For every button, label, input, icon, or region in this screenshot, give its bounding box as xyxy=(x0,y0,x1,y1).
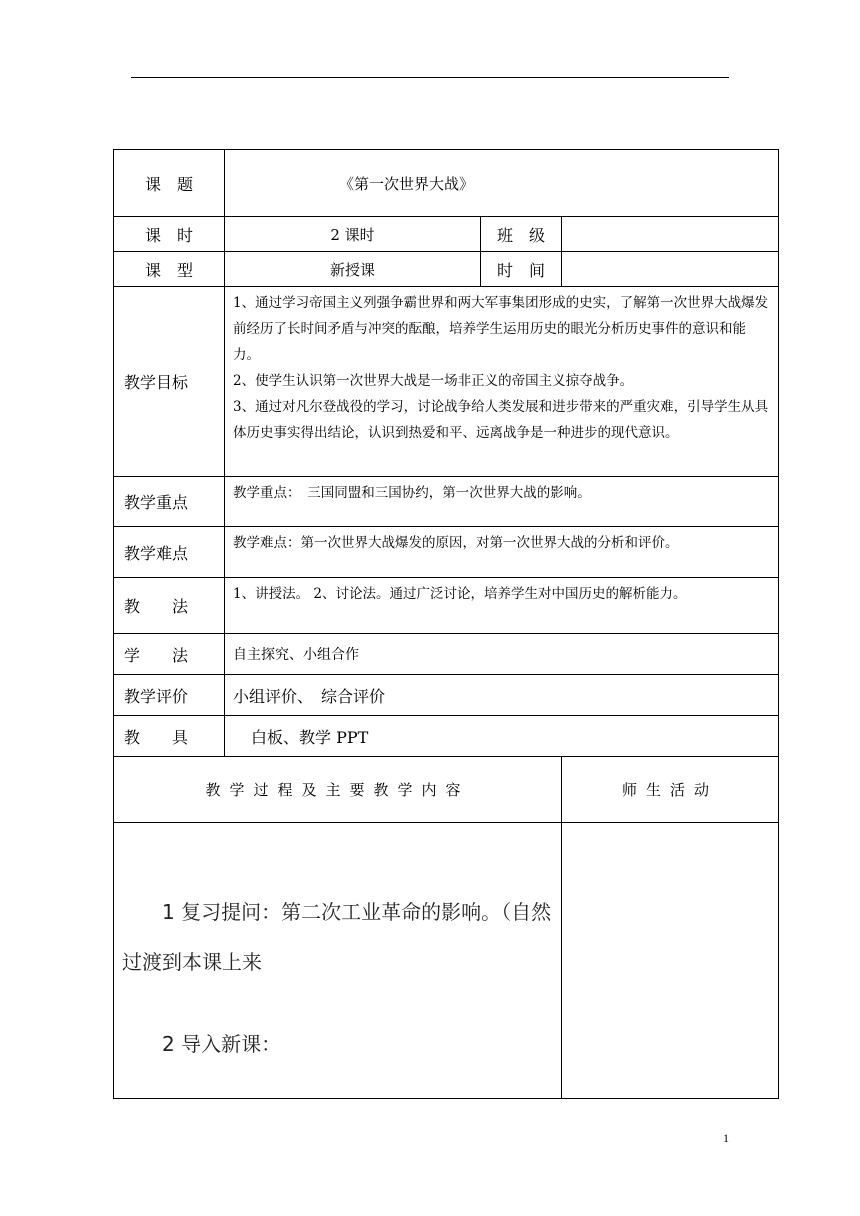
header-rule xyxy=(131,77,729,78)
process-line: 2 导入新课： xyxy=(162,1032,282,1056)
row-tools xyxy=(114,716,779,757)
type-label: 课 型 xyxy=(114,252,225,287)
time-value xyxy=(562,252,779,287)
type-value: 新授课 xyxy=(225,252,481,287)
evaluation-label: 教学评价 xyxy=(114,675,225,716)
evaluation-value: 小组评价、 综合评价 xyxy=(225,675,779,716)
difficulties-label: 教学难点 xyxy=(114,527,225,578)
objectives-list xyxy=(225,287,779,477)
process-content xyxy=(114,823,562,1099)
key-points-value: 教学重点： 三国同盟和三国协约，第一次世界大战的影响。 xyxy=(225,477,779,527)
process-header: 教学过程及主要教学内容 xyxy=(114,757,562,823)
class-value xyxy=(562,217,779,252)
class-label: 班 级 xyxy=(481,217,562,252)
row-topic xyxy=(114,150,779,217)
difficulties-value: 教学难点：第一次世界大战爆发的原因，对第一次世界大战的分析和评价。 xyxy=(225,527,779,578)
learning-method-value: 自主探究、小组合作 xyxy=(225,634,779,675)
objectives-label: 教学目标 xyxy=(114,287,225,477)
topic-value: 《第一次世界大战》 xyxy=(225,150,779,217)
hours-label: 课 时 xyxy=(114,217,225,252)
tools-label: 教 具 xyxy=(114,716,225,757)
objective-item: 2、使学生认识第一次世界大战是一场非正义的帝国主义掠夺战争。 xyxy=(233,373,634,389)
row-teaching-method xyxy=(114,578,779,634)
time-label: 时 间 xyxy=(481,252,562,287)
row-process-header xyxy=(114,757,779,823)
tools-value: 白板、教学 PPT xyxy=(225,716,779,757)
process-line: 1 复习提问：第二次工业革命的影响。（自然 xyxy=(162,900,552,924)
row-process-content xyxy=(114,823,779,1099)
activity-header: 师生活动 xyxy=(562,757,779,823)
objective-item: 1、通过学习帝国主义列强争霸世界和两大军事集团形成的史实，了解第一次世界大战爆发前经历了长时间矛盾与冲突的酝酿，培养学生运用历史的眼光分析历史事件的意识和能力。 xyxy=(233,295,769,363)
lesson-plan-table xyxy=(113,149,779,1099)
hours-value: 2 课时 xyxy=(225,217,481,252)
row-key-points xyxy=(114,477,779,527)
process-line: 过渡到本课上来 xyxy=(122,950,262,974)
objective-item: 3、通过对凡尔登战役的学习，讨论战争给人类发展和进步带来的严重灾难，引导学生从具体历史事实得出结论，认识到热爱和平、远离战争是一种进步的现代意识。 xyxy=(233,399,769,441)
teaching-method-value: 1、讲授法。 2、讨论法。通过广泛讨论，培养学生对中国历史的解析能力。 xyxy=(225,578,779,634)
row-objectives xyxy=(114,287,779,477)
page-number: 1 xyxy=(723,1131,729,1145)
key-points-label: 教学重点 xyxy=(114,477,225,527)
topic-label: 课 题 xyxy=(114,150,225,217)
row-difficulties xyxy=(114,527,779,578)
row-type xyxy=(114,252,779,287)
activity-content xyxy=(562,823,779,1099)
learning-method-label: 学 法 xyxy=(114,634,225,675)
teaching-method-label: 教 法 xyxy=(114,578,225,634)
row-learning-method xyxy=(114,634,779,675)
row-evaluation xyxy=(114,675,779,716)
row-hours xyxy=(114,217,779,252)
